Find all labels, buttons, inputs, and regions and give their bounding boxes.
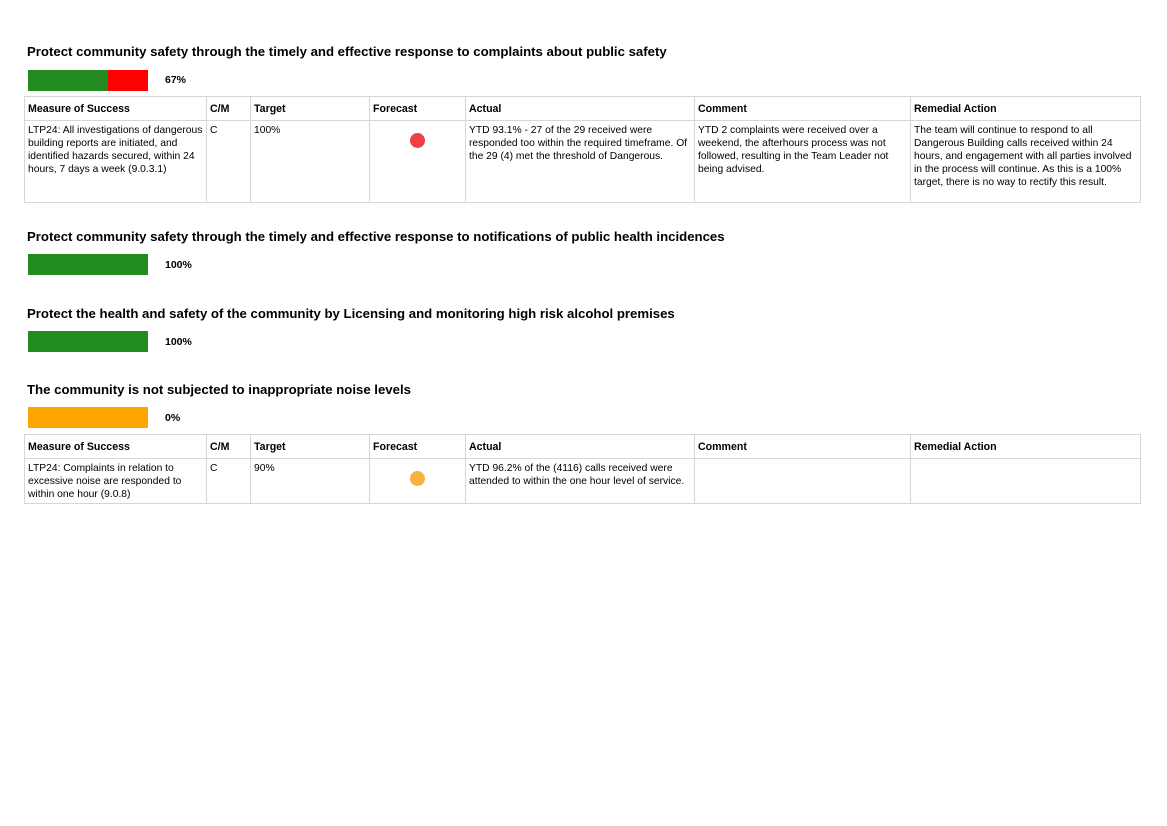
objective-title: Protect community safety through the timely and effective response to complaints about public safety xyxy=(27,44,667,59)
objective-section xyxy=(24,227,1140,277)
progress-percentage: 0% xyxy=(165,412,181,424)
measures-table xyxy=(24,96,1141,203)
forecast-status-icon xyxy=(410,133,425,148)
comment-cell xyxy=(695,459,911,504)
target-cell: 100% xyxy=(251,121,370,203)
remedial-cell: The team will continue to respond to all Dangerous Building calls received within 24 hours, and engagement with all parties involved in the process will continue. As this is a 100% target, there is no way to rectify this result. xyxy=(911,121,1141,203)
target-cell: 90% xyxy=(251,459,370,504)
measure-cell: LTP24: All investigations of dangerous building reports are initiated, and identified hazards secured, within 24 hours, 7 days a week (9.0.3.1) xyxy=(25,121,207,203)
cm-cell: C xyxy=(207,459,251,504)
progress-segment xyxy=(28,407,148,428)
progress-bar xyxy=(28,70,148,91)
progress-percentage: 67% xyxy=(165,74,187,86)
col-header-remedial: Remedial Action xyxy=(911,97,1141,121)
measure-cell: LTP24: Complaints in relation to excessive noise are responded to within one hour (9.0.8) xyxy=(25,459,207,504)
objective-section xyxy=(24,42,1140,207)
col-header-target: Target xyxy=(251,435,370,459)
col-header-forecast: Forecast xyxy=(370,435,466,459)
remedial-cell xyxy=(911,459,1141,504)
col-header-comment: Comment xyxy=(695,97,911,121)
col-header-remedial: Remedial Action xyxy=(911,435,1141,459)
objective-title: Protect the health and safety of the community by Licensing and monitoring high risk alcohol premises xyxy=(27,306,675,321)
progress-percentage: 100% xyxy=(165,259,192,271)
progress-bar xyxy=(28,331,148,352)
table-row xyxy=(25,121,1141,203)
comment-cell: YTD 2 complaints were received over a weekend, the afterhours process was not followed, resulting in the Team Leader not being advised. xyxy=(695,121,911,203)
table-row xyxy=(25,459,1141,504)
col-header-target: Target xyxy=(251,97,370,121)
cm-cell: C xyxy=(207,121,251,203)
progress-segment xyxy=(28,70,108,91)
col-header-measure: Measure of Success xyxy=(25,97,207,121)
measures-table xyxy=(24,434,1141,504)
progress-bar xyxy=(28,254,148,275)
progress-segment xyxy=(28,254,148,275)
col-header-measure: Measure of Success xyxy=(25,435,207,459)
objective-title: The community is not subjected to inappropriate noise levels xyxy=(27,382,411,397)
forecast-cell xyxy=(370,121,466,203)
objective-section xyxy=(24,380,1140,510)
objective-title: Protect community safety through the timely and effective response to notifications of public health incidences xyxy=(27,229,725,244)
table-header-row xyxy=(25,435,1141,459)
forecast-cell xyxy=(370,459,466,504)
progress-bar xyxy=(28,407,148,428)
actual-cell: YTD 93.1% - 27 of the 29 received were responded too within the required timeframe. Of the 29 (4) met the threshold of Dangerous. xyxy=(466,121,695,203)
actual-cell: YTD 96.2% of the (4116) calls received were attended to within the one hour level of service. xyxy=(466,459,695,504)
progress-segment xyxy=(108,70,148,91)
col-header-cm: C/M xyxy=(207,97,251,121)
col-header-cm: C/M xyxy=(207,435,251,459)
table-header-row xyxy=(25,97,1141,121)
col-header-forecast: Forecast xyxy=(370,97,466,121)
col-header-actual: Actual xyxy=(466,435,695,459)
progress-percentage: 100% xyxy=(165,336,192,348)
objective-section xyxy=(24,304,1140,354)
col-header-comment: Comment xyxy=(695,435,911,459)
col-header-actual: Actual xyxy=(466,97,695,121)
forecast-status-icon xyxy=(410,471,425,486)
progress-segment xyxy=(28,331,148,352)
